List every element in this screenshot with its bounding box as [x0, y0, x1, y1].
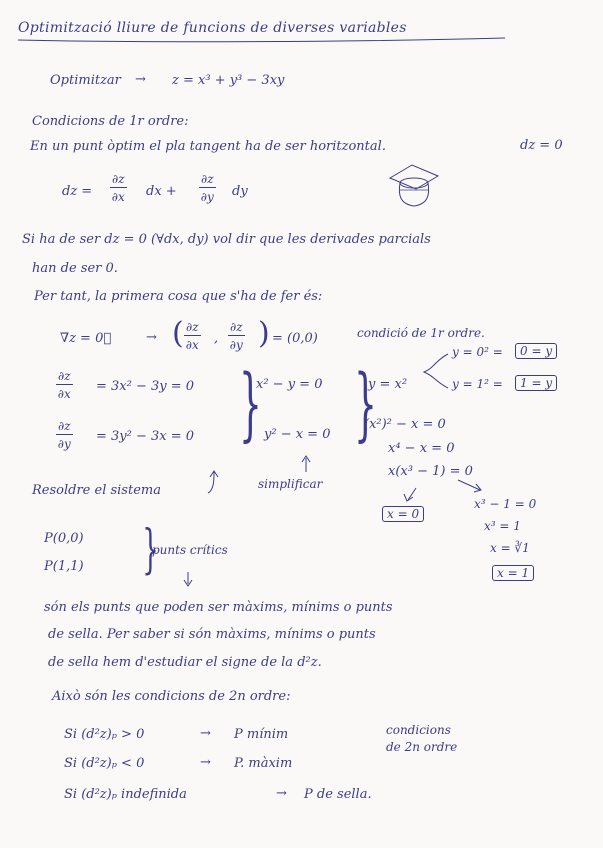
branch-top-eq: y = 0² =: [452, 345, 503, 359]
dz-zero: dz = 0: [520, 138, 563, 153]
explain-line-1: Si ha de ser dz = 0 (∀dx, dy) vol dir que les derivades parcials: [22, 232, 431, 247]
cond-row-3: Si (d²z)ₚ indefinida: [64, 787, 187, 802]
gradient-note: condició de 1r ordre.: [357, 326, 485, 340]
objective-function: z = x³ + y³ − 3xy: [172, 73, 285, 88]
gradient-open-paren: (: [172, 316, 184, 351]
cond-row-3-arrow: →: [276, 786, 287, 801]
branch-bottom-eq: y = 1² =: [452, 377, 503, 391]
partial-dz-dx: $\frac{\partial z}{\partial x}$: [111, 172, 125, 204]
critical-point-2: P(1,1): [44, 559, 84, 574]
critical-brace: }: [142, 520, 159, 580]
simplified-eq-1: x² − y = 0: [256, 377, 323, 392]
dz-end: dy: [232, 184, 248, 199]
gradient-arrow: →: [146, 330, 157, 345]
gradient-comma: ,: [214, 331, 219, 346]
optimize-label: Optimitzar: [50, 73, 121, 88]
simplified-eq-2: y² − x = 0: [264, 427, 331, 442]
cond-row-2-arrow: →: [200, 755, 211, 770]
eq2-partial: $\frac{\partial z}{\partial y}$: [57, 419, 71, 451]
cond-row-1: Si (d²z)ₚ > 0: [64, 727, 145, 742]
critical-line-1: són els punts que poden ser màxims, mínims o punts: [44, 600, 393, 615]
first-thing-line: Per tant, la primera cosa que s'ha de fer és:: [34, 289, 323, 304]
x3-chain-3: x = ∛1: [490, 541, 530, 555]
second-order-note-1: condicions: [386, 723, 451, 737]
dz-lhs: dz =: [62, 184, 93, 199]
simplify-label: simplificar: [258, 477, 323, 491]
critical-down-arrow: [0, 0, 1, 1]
critical-line-3: de sella hem d'estudiar el signe de la d²z.: [48, 655, 322, 670]
critical-label: punts crítics: [152, 543, 228, 557]
x3-chain-1: x³ − 1 = 0: [474, 497, 537, 511]
solve-step-4: x(x³ − 1) = 0: [388, 464, 473, 479]
system-brace-2: }: [353, 357, 377, 450]
eq1-rhs: = 3x² − 3y = 0: [96, 379, 195, 394]
cond-row-3-result: P de sella.: [304, 787, 372, 802]
partial-dz-dy: $\frac{\partial z}{\partial y}$: [200, 172, 214, 204]
resolve-label: Resoldre el sistema: [32, 483, 161, 498]
gradient-lhs: ∇z = 0⃗: [60, 331, 112, 346]
system-brace-1: }: [238, 357, 262, 450]
intro-arrow: →: [135, 72, 146, 87]
cond-row-2: Si (d²z)ₚ < 0: [64, 756, 145, 771]
gradient-close-paren: ): [258, 316, 270, 351]
gradient-rhs: = (0,0): [272, 331, 318, 346]
explain-line-2: han de ser 0.: [32, 261, 118, 276]
eq2-rhs: = 3y² − 3x = 0: [96, 429, 195, 444]
branch-top-boxed: 0 = y: [515, 343, 557, 359]
gradient-partial-y: $\frac{\partial z}{\partial y}$: [229, 320, 243, 352]
tangent-plane-statement: En un punt òptim el pla tangent ha de ser horitzontal.: [30, 139, 386, 154]
solve-step-2: (x²)² − x = 0: [364, 417, 446, 432]
cond-row-1-arrow: →: [200, 726, 211, 741]
x3-chain-2: x³ = 1: [484, 519, 521, 533]
dz-mid: dx +: [146, 184, 177, 199]
branch-bottom-boxed: 1 = y: [515, 375, 557, 391]
cond-row-1-result: P mínim: [234, 727, 289, 742]
x-zero-box: x = 0: [382, 506, 424, 522]
critical-point-1: P(0,0): [44, 531, 84, 546]
first-order-heading: Condicions de 1r ordre:: [32, 114, 189, 129]
critical-line-2: de sella. Per saber si són màxims, mínims o punts: [48, 627, 376, 642]
gradient-partial-x: $\frac{\partial z}{\partial x}$: [185, 320, 199, 352]
second-order-heading: Això són les condicions de 2n ordre:: [52, 689, 291, 704]
eq1-partial: $\frac{\partial z}{\partial x}$: [57, 369, 71, 401]
second-order-note-2: de 2n ordre: [386, 740, 458, 754]
x-one-box: x = 1: [492, 565, 534, 581]
cond-row-2-result: P. màxim: [234, 756, 293, 771]
page-title: Optimització lliure de funcions de diverses variables: [18, 20, 407, 36]
solve-step-1: y = x²: [368, 377, 408, 392]
solve-step-3: x⁴ − x = 0: [388, 441, 455, 456]
